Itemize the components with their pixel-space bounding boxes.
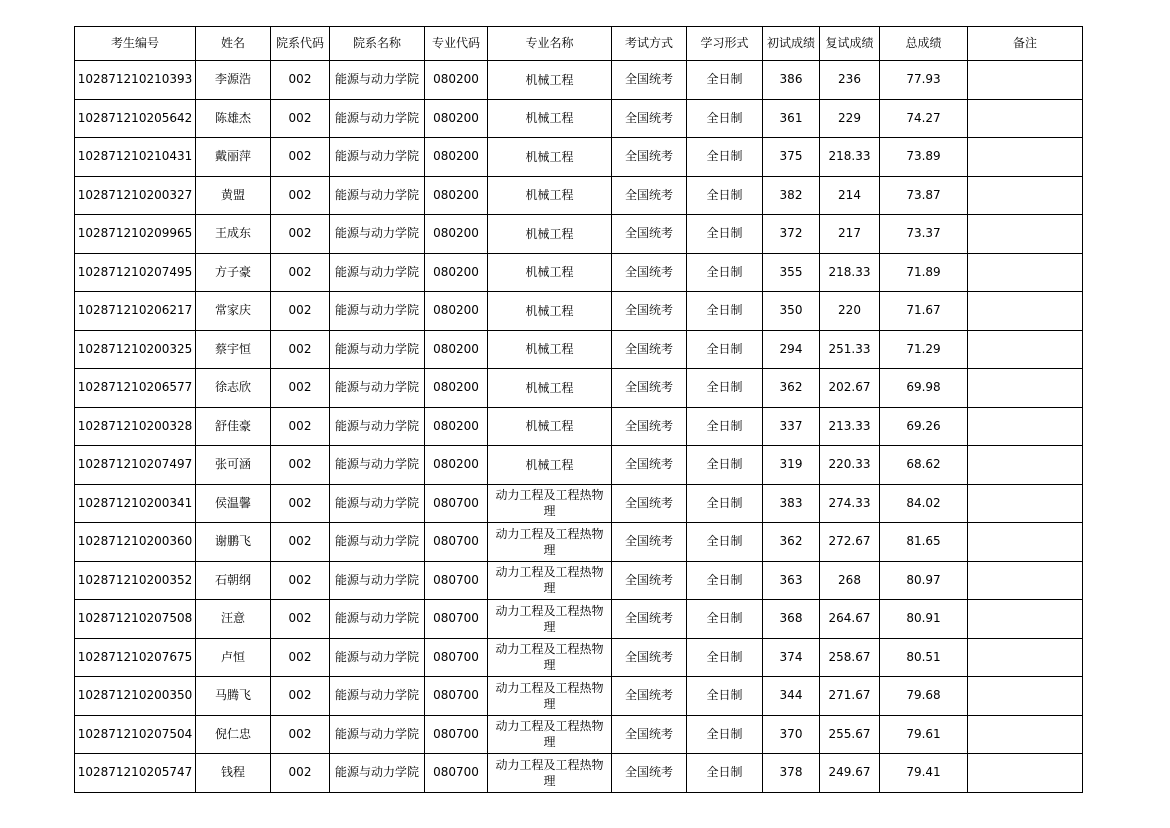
column-header-study-form: 学习形式 — [687, 27, 763, 61]
cell-study-form: 全日制 — [687, 754, 763, 793]
cell-candidate-id: 102871210207497 — [75, 446, 196, 485]
cell-prelim-score: 378 — [763, 754, 820, 793]
cell-exam-mode: 全国统考 — [612, 369, 687, 408]
cell-total-score: 68.62 — [880, 446, 968, 485]
cell-dept-name: 能源与动力学院 — [330, 677, 425, 716]
cell-name: 方子豪 — [196, 253, 271, 292]
cell-name: 常家庆 — [196, 292, 271, 331]
cell-name: 李源浩 — [196, 61, 271, 100]
cell-dept-code: 002 — [271, 292, 330, 331]
cell-candidate-id: 102871210200341 — [75, 484, 196, 523]
cell-major-code: 080200 — [425, 446, 488, 485]
cell-dept-name: 能源与动力学院 — [330, 600, 425, 639]
cell-candidate-id: 102871210205642 — [75, 99, 196, 138]
cell-total-score: 77.93 — [880, 61, 968, 100]
table-row — [75, 99, 1083, 138]
cell-study-form: 全日制 — [687, 99, 763, 138]
cell-study-form: 全日制 — [687, 369, 763, 408]
table-row — [75, 61, 1083, 100]
cell-remarks — [968, 99, 1083, 138]
cell-dept-code: 002 — [271, 369, 330, 408]
cell-major-code: 080200 — [425, 292, 488, 331]
cell-dept-name: 能源与动力学院 — [330, 99, 425, 138]
cell-exam-mode: 全国统考 — [612, 99, 687, 138]
cell-remarks — [968, 561, 1083, 600]
cell-major-name: 动力工程及工程热物理 — [488, 484, 612, 523]
cell-candidate-id: 102871210200360 — [75, 523, 196, 562]
cell-major-name: 机械工程 — [488, 369, 612, 408]
cell-candidate-id: 102871210207504 — [75, 715, 196, 754]
cell-study-form: 全日制 — [687, 176, 763, 215]
cell-retest-score: 274.33 — [820, 484, 880, 523]
cell-total-score: 84.02 — [880, 484, 968, 523]
cell-dept-code: 002 — [271, 61, 330, 100]
cell-major-code: 080700 — [425, 600, 488, 639]
cell-total-score: 80.91 — [880, 600, 968, 639]
column-header-exam-mode: 考试方式 — [612, 27, 687, 61]
cell-major-code: 080200 — [425, 369, 488, 408]
cell-dept-name: 能源与动力学院 — [330, 61, 425, 100]
cell-major-name: 动力工程及工程热物理 — [488, 638, 612, 677]
cell-dept-code: 002 — [271, 138, 330, 177]
cell-retest-score: 217 — [820, 215, 880, 254]
cell-major-code: 080200 — [425, 138, 488, 177]
cell-name: 陈雄杰 — [196, 99, 271, 138]
cell-study-form: 全日制 — [687, 638, 763, 677]
cell-dept-name: 能源与动力学院 — [330, 754, 425, 793]
cell-dept-name: 能源与动力学院 — [330, 176, 425, 215]
cell-major-name: 机械工程 — [488, 407, 612, 446]
table-row — [75, 677, 1083, 716]
cell-major-name: 动力工程及工程热物理 — [488, 715, 612, 754]
cell-name: 侯温馨 — [196, 484, 271, 523]
cell-study-form: 全日制 — [687, 407, 763, 446]
cell-total-score: 74.27 — [880, 99, 968, 138]
column-header-retest-score: 复试成绩 — [820, 27, 880, 61]
cell-remarks — [968, 330, 1083, 369]
cell-remarks — [968, 138, 1083, 177]
cell-exam-mode: 全国统考 — [612, 600, 687, 639]
cell-exam-mode: 全国统考 — [612, 484, 687, 523]
cell-retest-score: 251.33 — [820, 330, 880, 369]
cell-retest-score: 214 — [820, 176, 880, 215]
table-row — [75, 407, 1083, 446]
cell-remarks — [968, 292, 1083, 331]
cell-major-code: 080200 — [425, 176, 488, 215]
cell-total-score: 79.61 — [880, 715, 968, 754]
cell-dept-code: 002 — [271, 99, 330, 138]
cell-candidate-id: 102871210207495 — [75, 253, 196, 292]
table-row — [75, 600, 1083, 639]
cell-total-score: 71.89 — [880, 253, 968, 292]
cell-retest-score: 213.33 — [820, 407, 880, 446]
cell-prelim-score: 375 — [763, 138, 820, 177]
cell-prelim-score: 350 — [763, 292, 820, 331]
cell-dept-name: 能源与动力学院 — [330, 253, 425, 292]
cell-name: 舒佳豪 — [196, 407, 271, 446]
cell-retest-score: 202.67 — [820, 369, 880, 408]
cell-major-name: 机械工程 — [488, 330, 612, 369]
cell-name: 谢鹏飞 — [196, 523, 271, 562]
cell-name: 徐志欣 — [196, 369, 271, 408]
cell-retest-score: 220 — [820, 292, 880, 331]
cell-name: 卢恒 — [196, 638, 271, 677]
table-row — [75, 754, 1083, 793]
cell-prelim-score: 382 — [763, 176, 820, 215]
cell-candidate-id: 102871210200328 — [75, 407, 196, 446]
column-header-dept-name: 院系名称 — [330, 27, 425, 61]
cell-retest-score: 218.33 — [820, 253, 880, 292]
cell-remarks — [968, 446, 1083, 485]
table-row — [75, 715, 1083, 754]
cell-retest-score: 220.33 — [820, 446, 880, 485]
cell-dept-name: 能源与动力学院 — [330, 215, 425, 254]
cell-study-form: 全日制 — [687, 523, 763, 562]
cell-remarks — [968, 176, 1083, 215]
column-header-prelim-score: 初试成绩 — [763, 27, 820, 61]
table-row — [75, 292, 1083, 331]
cell-total-score: 79.41 — [880, 754, 968, 793]
cell-retest-score: 229 — [820, 99, 880, 138]
cell-prelim-score: 294 — [763, 330, 820, 369]
cell-study-form: 全日制 — [687, 330, 763, 369]
cell-candidate-id: 102871210200325 — [75, 330, 196, 369]
cell-remarks — [968, 638, 1083, 677]
cell-dept-code: 002 — [271, 754, 330, 793]
cell-dept-name: 能源与动力学院 — [330, 715, 425, 754]
cell-remarks — [968, 484, 1083, 523]
cell-dept-code: 002 — [271, 677, 330, 716]
cell-name: 戴丽萍 — [196, 138, 271, 177]
cell-dept-name: 能源与动力学院 — [330, 446, 425, 485]
cell-study-form: 全日制 — [687, 677, 763, 716]
cell-study-form: 全日制 — [687, 215, 763, 254]
table-row — [75, 638, 1083, 677]
cell-prelim-score: 337 — [763, 407, 820, 446]
cell-total-score: 79.68 — [880, 677, 968, 716]
cell-dept-name: 能源与动力学院 — [330, 138, 425, 177]
cell-total-score: 69.26 — [880, 407, 968, 446]
cell-exam-mode: 全国统考 — [612, 253, 687, 292]
cell-exam-mode: 全国统考 — [612, 138, 687, 177]
cell-major-name: 动力工程及工程热物理 — [488, 754, 612, 793]
table-body — [75, 61, 1083, 793]
cell-prelim-score: 361 — [763, 99, 820, 138]
cell-exam-mode: 全国统考 — [612, 292, 687, 331]
cell-exam-mode: 全国统考 — [612, 446, 687, 485]
cell-prelim-score: 368 — [763, 600, 820, 639]
cell-candidate-id: 102871210206577 — [75, 369, 196, 408]
cell-major-name: 动力工程及工程热物理 — [488, 677, 612, 716]
cell-name: 蔡宇恒 — [196, 330, 271, 369]
cell-dept-name: 能源与动力学院 — [330, 523, 425, 562]
cell-dept-name: 能源与动力学院 — [330, 638, 425, 677]
cell-retest-score: 268 — [820, 561, 880, 600]
cell-major-name: 机械工程 — [488, 292, 612, 331]
cell-dept-code: 002 — [271, 215, 330, 254]
cell-retest-score: 272.67 — [820, 523, 880, 562]
cell-dept-name: 能源与动力学院 — [330, 330, 425, 369]
cell-remarks — [968, 677, 1083, 716]
cell-major-code: 080700 — [425, 523, 488, 562]
cell-prelim-score: 362 — [763, 369, 820, 408]
cell-dept-code: 002 — [271, 330, 330, 369]
cell-exam-mode: 全国统考 — [612, 638, 687, 677]
cell-prelim-score: 363 — [763, 561, 820, 600]
column-header-dept-code: 院系代码 — [271, 27, 330, 61]
cell-major-name: 动力工程及工程热物理 — [488, 523, 612, 562]
cell-name: 钱程 — [196, 754, 271, 793]
cell-remarks — [968, 600, 1083, 639]
table-row — [75, 484, 1083, 523]
cell-exam-mode: 全国统考 — [612, 407, 687, 446]
cell-candidate-id: 102871210200350 — [75, 677, 196, 716]
cell-retest-score: 218.33 — [820, 138, 880, 177]
cell-dept-code: 002 — [271, 484, 330, 523]
cell-exam-mode: 全国统考 — [612, 215, 687, 254]
cell-name: 黄盟 — [196, 176, 271, 215]
cell-major-code: 080700 — [425, 754, 488, 793]
cell-total-score: 71.29 — [880, 330, 968, 369]
cell-major-code: 080200 — [425, 99, 488, 138]
cell-major-name: 机械工程 — [488, 61, 612, 100]
cell-study-form: 全日制 — [687, 138, 763, 177]
cell-remarks — [968, 754, 1083, 793]
cell-prelim-score: 370 — [763, 715, 820, 754]
cell-retest-score: 255.67 — [820, 715, 880, 754]
table-header — [75, 27, 1083, 61]
cell-dept-code: 002 — [271, 715, 330, 754]
cell-dept-code: 002 — [271, 253, 330, 292]
cell-exam-mode: 全国统考 — [612, 715, 687, 754]
table-row — [75, 330, 1083, 369]
cell-name: 汪意 — [196, 600, 271, 639]
cell-exam-mode: 全国统考 — [612, 561, 687, 600]
cell-major-name: 动力工程及工程热物理 — [488, 600, 612, 639]
cell-dept-name: 能源与动力学院 — [330, 292, 425, 331]
cell-name: 石朝纲 — [196, 561, 271, 600]
cell-exam-mode: 全国统考 — [612, 330, 687, 369]
cell-study-form: 全日制 — [687, 561, 763, 600]
cell-dept-code: 002 — [271, 600, 330, 639]
column-header-remarks: 备注 — [968, 27, 1083, 61]
cell-major-code: 080700 — [425, 561, 488, 600]
cell-name: 张可涵 — [196, 446, 271, 485]
cell-major-code: 080700 — [425, 638, 488, 677]
cell-remarks — [968, 715, 1083, 754]
cell-name: 马腾飞 — [196, 677, 271, 716]
cell-dept-code: 002 — [271, 176, 330, 215]
cell-exam-mode: 全国统考 — [612, 61, 687, 100]
cell-dept-name: 能源与动力学院 — [330, 369, 425, 408]
cell-study-form: 全日制 — [687, 484, 763, 523]
cell-candidate-id: 102871210210393 — [75, 61, 196, 100]
cell-candidate-id: 102871210210431 — [75, 138, 196, 177]
cell-major-name: 机械工程 — [488, 215, 612, 254]
cell-total-score: 80.51 — [880, 638, 968, 677]
cell-dept-name: 能源与动力学院 — [330, 484, 425, 523]
table-row — [75, 446, 1083, 485]
column-header-name: 姓名 — [196, 27, 271, 61]
cell-prelim-score: 362 — [763, 523, 820, 562]
cell-prelim-score: 319 — [763, 446, 820, 485]
table-row — [75, 561, 1083, 600]
cell-retest-score: 249.67 — [820, 754, 880, 793]
table-row — [75, 138, 1083, 177]
table-row — [75, 523, 1083, 562]
cell-total-score: 73.89 — [880, 138, 968, 177]
cell-dept-name: 能源与动力学院 — [330, 407, 425, 446]
cell-remarks — [968, 253, 1083, 292]
cell-remarks — [968, 369, 1083, 408]
cell-name: 倪仁忠 — [196, 715, 271, 754]
cell-study-form: 全日制 — [687, 253, 763, 292]
cell-dept-code: 002 — [271, 561, 330, 600]
cell-major-code: 080200 — [425, 330, 488, 369]
header-row — [75, 27, 1083, 61]
cell-total-score: 80.97 — [880, 561, 968, 600]
cell-exam-mode: 全国统考 — [612, 523, 687, 562]
cell-dept-code: 002 — [271, 638, 330, 677]
cell-prelim-score: 374 — [763, 638, 820, 677]
cell-remarks — [968, 61, 1083, 100]
cell-prelim-score: 355 — [763, 253, 820, 292]
cell-candidate-id: 102871210206217 — [75, 292, 196, 331]
cell-major-code: 080200 — [425, 61, 488, 100]
cell-prelim-score: 383 — [763, 484, 820, 523]
cell-major-code: 080200 — [425, 215, 488, 254]
cell-prelim-score: 344 — [763, 677, 820, 716]
cell-study-form: 全日制 — [687, 600, 763, 639]
column-header-total-score: 总成绩 — [880, 27, 968, 61]
cell-major-name: 机械工程 — [488, 176, 612, 215]
cell-total-score: 73.87 — [880, 176, 968, 215]
cell-major-name: 机械工程 — [488, 253, 612, 292]
table-row — [75, 215, 1083, 254]
cell-major-code: 080700 — [425, 715, 488, 754]
table-row — [75, 369, 1083, 408]
cell-dept-code: 002 — [271, 407, 330, 446]
cell-total-score: 69.98 — [880, 369, 968, 408]
cell-exam-mode: 全国统考 — [612, 677, 687, 716]
cell-candidate-id: 102871210209965 — [75, 215, 196, 254]
cell-major-code: 080700 — [425, 677, 488, 716]
cell-major-code: 080700 — [425, 484, 488, 523]
cell-candidate-id: 102871210200352 — [75, 561, 196, 600]
cell-major-name: 机械工程 — [488, 99, 612, 138]
score-table — [74, 26, 1083, 793]
cell-name: 王成东 — [196, 215, 271, 254]
cell-major-code: 080200 — [425, 253, 488, 292]
cell-remarks — [968, 523, 1083, 562]
cell-study-form: 全日制 — [687, 61, 763, 100]
cell-candidate-id: 102871210205747 — [75, 754, 196, 793]
cell-candidate-id: 102871210207675 — [75, 638, 196, 677]
cell-study-form: 全日制 — [687, 446, 763, 485]
cell-remarks — [968, 407, 1083, 446]
cell-dept-code: 002 — [271, 446, 330, 485]
cell-candidate-id: 102871210200327 — [75, 176, 196, 215]
cell-study-form: 全日制 — [687, 715, 763, 754]
column-header-major-code: 专业代码 — [425, 27, 488, 61]
column-header-candidate-id: 考生编号 — [75, 27, 196, 61]
table-row — [75, 176, 1083, 215]
cell-total-score: 73.37 — [880, 215, 968, 254]
cell-major-name: 动力工程及工程热物理 — [488, 561, 612, 600]
cell-total-score: 81.65 — [880, 523, 968, 562]
cell-dept-name: 能源与动力学院 — [330, 561, 425, 600]
cell-major-code: 080200 — [425, 407, 488, 446]
cell-retest-score: 258.67 — [820, 638, 880, 677]
cell-prelim-score: 372 — [763, 215, 820, 254]
cell-retest-score: 264.67 — [820, 600, 880, 639]
cell-retest-score: 236 — [820, 61, 880, 100]
cell-total-score: 71.67 — [880, 292, 968, 331]
cell-remarks — [968, 215, 1083, 254]
cell-study-form: 全日制 — [687, 292, 763, 331]
cell-major-name: 机械工程 — [488, 446, 612, 485]
cell-prelim-score: 386 — [763, 61, 820, 100]
cell-dept-code: 002 — [271, 523, 330, 562]
cell-major-name: 机械工程 — [488, 138, 612, 177]
cell-candidate-id: 102871210207508 — [75, 600, 196, 639]
cell-retest-score: 271.67 — [820, 677, 880, 716]
cell-exam-mode: 全国统考 — [612, 176, 687, 215]
table-row — [75, 253, 1083, 292]
cell-exam-mode: 全国统考 — [612, 754, 687, 793]
column-header-major-name: 专业名称 — [488, 27, 612, 61]
